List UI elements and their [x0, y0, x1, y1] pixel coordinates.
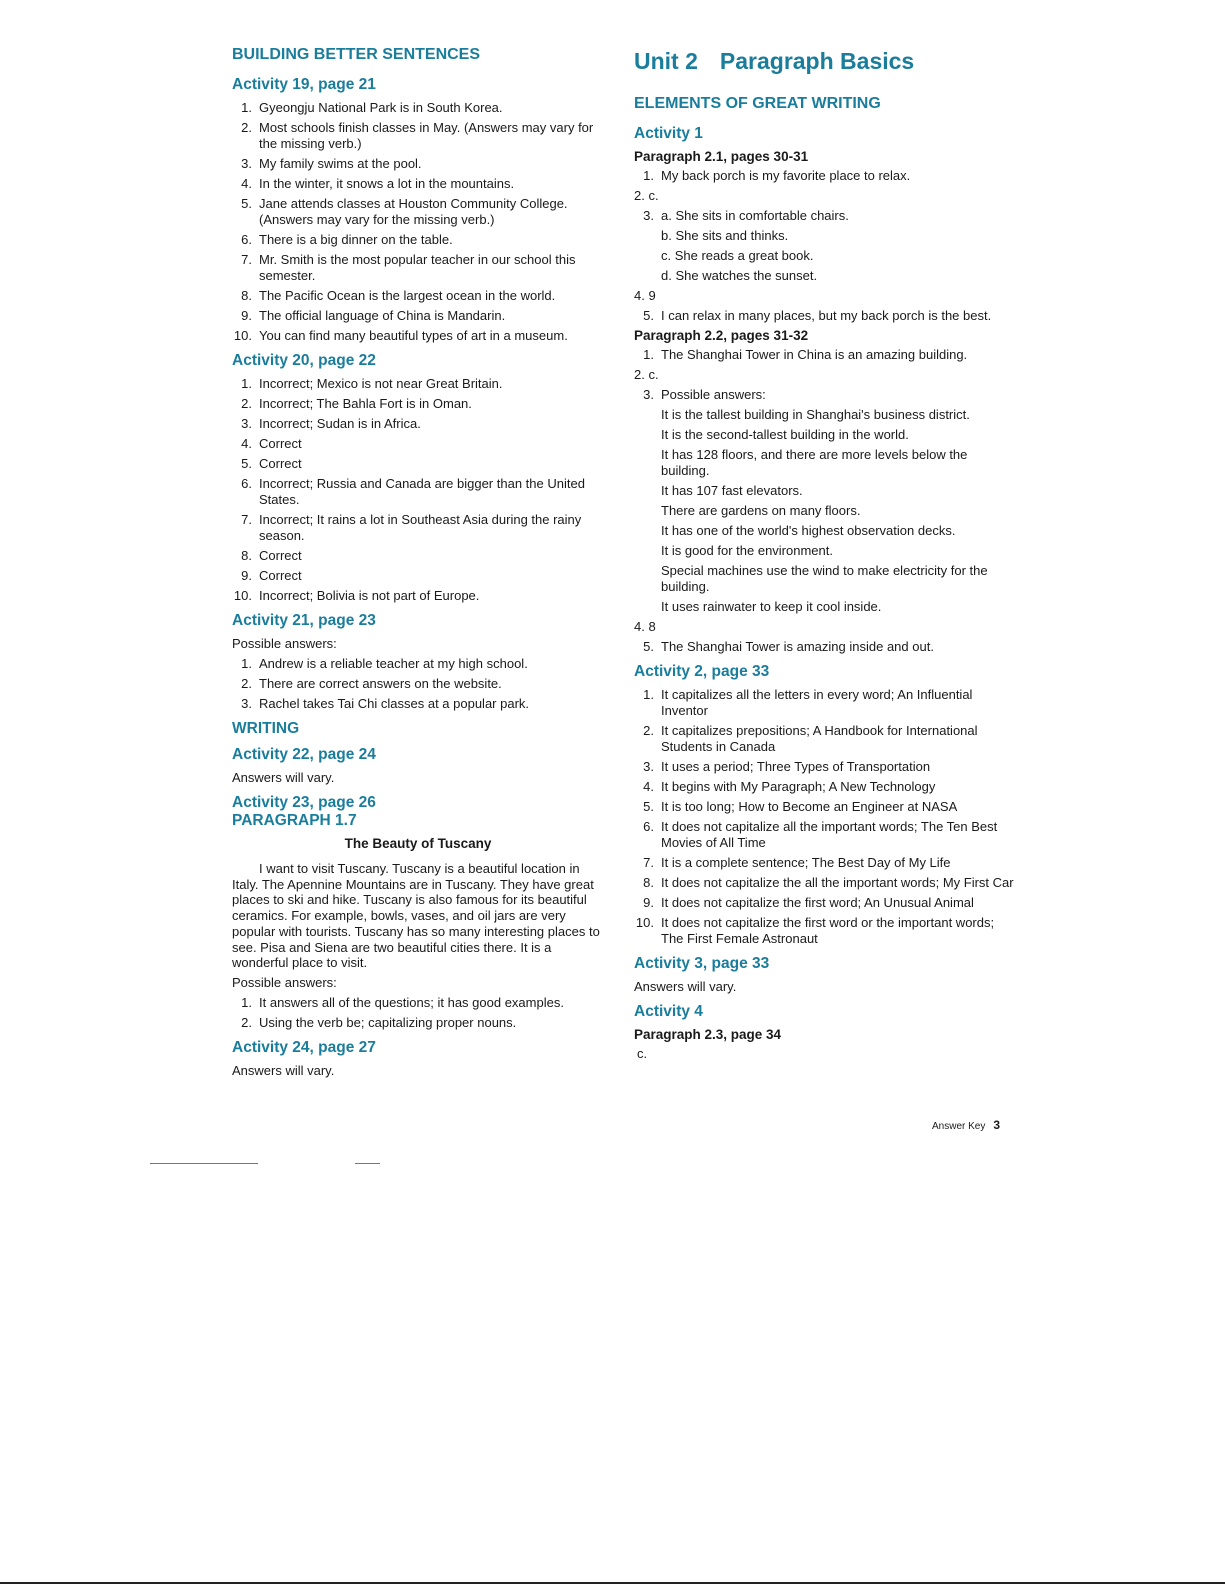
activity-2-list	[634, 687, 1014, 947]
list-subitem: It has 107 fast elevators.	[661, 483, 803, 498]
list-item: 3. Incorrect; Sudan is in Africa.	[241, 416, 421, 431]
activity-24-heading: Activity 24, page 27	[232, 1038, 376, 1056]
list-item: 10. Incorrect; Bolivia is not part of Europe.	[233, 588, 480, 603]
list-item: 9. It does not capitalize the first word; An Unusual Animal	[643, 895, 974, 910]
list-item: 1. It answers all of the questions; it has good examples.	[241, 994, 564, 1010]
list-subitem: It is good for the environment.	[661, 543, 833, 558]
list-item: 4. It begins with My Paragraph; A New Technology	[643, 779, 936, 794]
list-item: 2. There are correct answers on the website.	[241, 676, 502, 691]
list-item: 1. Gyeongju National Park is in South Korea.	[241, 100, 503, 115]
list-item: 5. The Shanghai Tower is amazing inside and out.	[643, 639, 934, 654]
list-item: 10. You can find many beautiful types of art in a museum.	[233, 328, 568, 343]
list-item: 7. Incorrect; It rains a lot in Southeast Asia during the rainy season.	[241, 512, 582, 543]
divider	[150, 1163, 258, 1164]
section-elements-of-great-writing: ELEMENTS OF GREAT WRITING	[634, 95, 881, 112]
essay-body: I want to visit Tuscany. Tuscany is a beautiful location in Italy. The Apennine Mountains are in Tuscany. They have great places to ski and hike. Tuscany is also famous for its beautiful ceramics. For example, bowls, vases, and oil jars are very popular with tourists. Tuscany has so many interesting places to see. Pisa and Siena are two beautiful cities there. It is a wonderful place to visit.	[232, 861, 600, 971]
list-item: 4. 8	[634, 619, 656, 634]
list-item: 7. It is a complete sentence; The Best Day of My Life	[643, 855, 951, 870]
list-subitem: It has 128 floors, and there are more levels below the building.	[661, 447, 968, 478]
list-item: 5. It is too long; How to Become an Engineer at NASA	[643, 799, 958, 814]
list-subitem: It has one of the world's highest observation decks.	[661, 523, 956, 538]
list-item: 3. My family swims at the pool.	[241, 156, 422, 171]
activity-20-heading: Activity 20, page 22	[232, 352, 376, 369]
list-item: 2. c.	[634, 188, 659, 203]
activity-21-list	[232, 656, 604, 712]
page-footer	[932, 1118, 1000, 1132]
list-item: 4. Correct	[241, 436, 302, 451]
essay-title: The Beauty of Tuscany	[344, 836, 492, 851]
list-subitem: c. She reads a great book.	[661, 248, 814, 263]
list-item: 4. In the winter, it snows a lot in the mountains.	[241, 176, 515, 191]
section-building-better-sentences: BUILDING BETTER SENTENCES	[232, 46, 481, 63]
list-item: 1. Andrew is a reliable teacher at my high school.	[241, 656, 528, 671]
paragraph-2-2-subitems	[634, 407, 1014, 615]
activity-4-answer: c.	[637, 1046, 648, 1061]
list-item: 3. It uses a period; Three Types of Transportation	[643, 759, 931, 774]
right-column	[634, 46, 1014, 1066]
activity-23-list	[232, 995, 604, 1031]
list-item: 3. Possible answers:	[643, 387, 766, 402]
unit-title	[634, 48, 1014, 75]
list-item: 1. It capitalizes all the letters in every word; An Influential Inventor	[643, 687, 973, 718]
paragraph-2-3-heading: Paragraph 2.3, page 34	[634, 1027, 782, 1042]
list-subitem: It is the tallest building in Shanghai's business district.	[661, 407, 970, 422]
footer-label: Answer Key	[932, 1121, 986, 1132]
list-item: 6. It does not capitalize all the important words; The Ten Best Movies of All Time	[643, 819, 998, 850]
divider	[355, 1163, 380, 1164]
list-item: 3. Rachel takes Tai Chi classes at a popular park.	[241, 696, 530, 711]
list-item: 6. Incorrect; Russia and Canada are bigger than the United States.	[241, 476, 585, 507]
list-item: 7. Mr. Smith is the most popular teacher in our school this semester.	[241, 252, 576, 283]
list-item: 5. Jane attends classes at Houston Community College. (Answers may vary for the missing verb.)	[241, 196, 568, 227]
list-subitem: It is the second-tallest building in the world.	[661, 427, 909, 442]
list-item: 8. Correct	[241, 548, 302, 563]
list-subitem: It uses rainwater to keep it cool inside.	[661, 599, 882, 614]
paragraph-2-2-heading: Paragraph 2.2, pages 31-32	[634, 328, 809, 343]
list-subitem: d. She watches the sunset.	[661, 268, 818, 283]
paragraph-1-7-label: PARAGRAPH 1.7	[232, 812, 357, 829]
list-subitem: There are gardens on many floors.	[661, 503, 861, 518]
list-item: 2. Most schools finish classes in May. (Answers may vary for the missing verb.)	[241, 120, 594, 151]
activity-23-heading: Activity 23, page 26	[232, 794, 376, 811]
list-item: 1. My back porch is my favorite place to relax.	[643, 168, 911, 183]
activity-19-list	[232, 100, 604, 344]
list-item: 5. Correct	[241, 456, 302, 471]
list-item: 9. The official language of China is Mandarin.	[241, 308, 506, 323]
list-item: 8. The Pacific Ocean is the largest ocean in the world.	[241, 288, 556, 303]
list-item: 2. Incorrect; The Bahla Fort is in Oman.	[241, 396, 472, 411]
list-item: 9. Correct	[241, 568, 302, 583]
list-item: 5. I can relax in many places, but my back porch is the best.	[643, 308, 992, 323]
activity-2-heading: Activity 2, page 33	[634, 663, 770, 680]
activity-1-heading: Activity 1	[634, 125, 703, 142]
paragraph-2-1-subitems	[634, 228, 1014, 284]
activity-3-heading: Activity 3, page 33	[634, 955, 770, 972]
list-item: 2. Using the verb be; capitalizing proper nouns.	[241, 1014, 517, 1030]
list-item: 2. c.	[634, 367, 659, 382]
section-writing: WRITING	[232, 720, 300, 737]
activity-3-answer: Answers will vary.	[634, 979, 737, 994]
activity-22-answer: Answers will vary.	[232, 770, 335, 785]
activity-4-heading: Activity 4	[634, 1003, 703, 1020]
unit-label: Unit 2	[634, 48, 698, 74]
activity-21-intro: Possible answers:	[232, 636, 337, 651]
list-item: 4. 9	[634, 288, 656, 303]
list-item: 6. There is a big dinner on the table.	[241, 232, 453, 247]
list-item: 8. It does not capitalize the all the important words; My First Car	[643, 875, 1014, 890]
activity-22-heading: Activity 22, page 24	[232, 746, 376, 763]
activity-24-answer: Answers will vary.	[232, 1062, 335, 1078]
activity-21-heading: Activity 21, page 23	[232, 612, 376, 629]
left-column	[232, 46, 604, 1083]
page-number: 3	[993, 1118, 1001, 1132]
list-item: 2. It capitalizes prepositions; A Handbook for International Students in Canada	[643, 723, 978, 754]
activity-19-heading: Activity 19, page 21	[232, 76, 376, 93]
paragraph-2-1-heading: Paragraph 2.1, pages 30-31	[634, 149, 809, 164]
list-item: 1. The Shanghai Tower in China is an amazing building.	[643, 347, 968, 362]
list-item: 1. Incorrect; Mexico is not near Great Britain.	[241, 376, 503, 391]
unit-name: Paragraph Basics	[719, 48, 915, 74]
list-subitem: Special machines use the wind to make electricity for the building.	[661, 563, 988, 594]
activity-20-list	[232, 376, 604, 604]
list-subitem: b. She sits and thinks.	[661, 228, 789, 243]
list-item: 10. It does not capitalize the first word or the important words; The First Female Astronaut	[635, 915, 995, 946]
bottom-border	[0, 1582, 1225, 1584]
activity-23-intro: Possible answers:	[232, 974, 337, 990]
list-item: 3. a. She sits in comfortable chairs.	[643, 208, 849, 223]
